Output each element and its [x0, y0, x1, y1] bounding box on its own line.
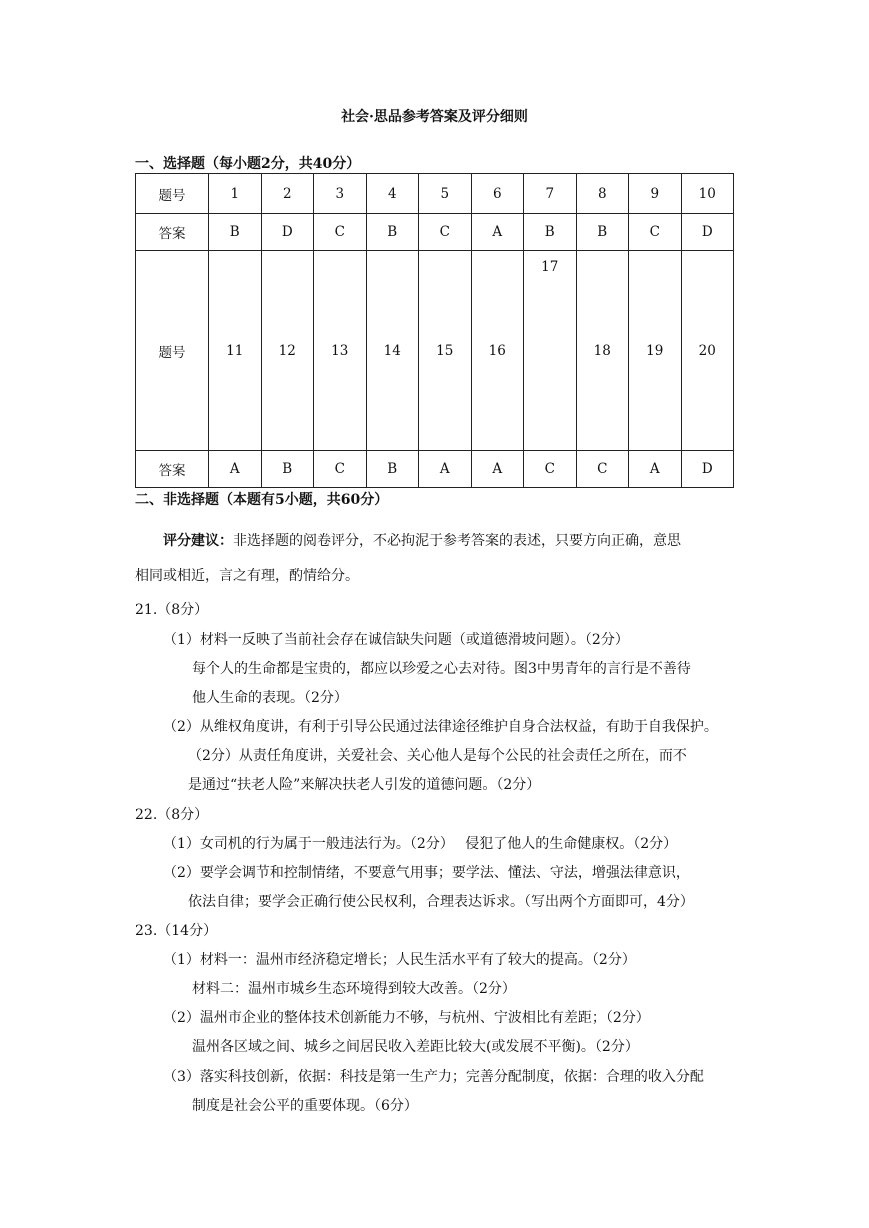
section1-heading: 一、选择题（每小题2分，共40分）	[135, 156, 361, 172]
answer-cell: D	[681, 214, 734, 251]
answer-cell: C	[576, 451, 629, 488]
answer-cell: B	[576, 214, 629, 251]
q23-line: 制度是社会公平的重要体现。（6分）	[192, 1098, 418, 1114]
scoring-advice-text: 非选择题的阅卷评分，不必拘泥于参考答案的表述，只要方向正确，意思	[233, 533, 681, 549]
row-label-answer: 答案	[136, 451, 209, 488]
scoring-advice-label: 评分建议：	[163, 533, 233, 549]
question-number: 5	[419, 174, 472, 214]
q22-line: 依法自律；要学会正确行使公民权利，合理表达诉求。（写出两个方面即可，4分）	[188, 894, 694, 910]
table-row	[136, 174, 734, 214]
answer-cell: B	[366, 214, 419, 251]
table-row	[136, 214, 734, 251]
question-number: 13	[314, 251, 367, 451]
question-number: 20	[681, 251, 734, 451]
q21-line: （2）从维权角度讲，有利于引导公民通过法律途径维护自身合法权益，有助于自我保护。	[163, 719, 718, 735]
question-number: 7	[524, 174, 577, 214]
question-number: 12	[261, 251, 314, 451]
question-number: 4	[366, 174, 419, 214]
q22-line: （2）要学会调节和控制情绪，不要意气用事；要学法、懂法、守法，增强法律意识，	[163, 865, 690, 881]
q23-line: （1）材料一：温州市经济稳定增长；人民生活水平有了较大的提高。（2分）	[163, 952, 636, 968]
answer-cell: A	[471, 451, 524, 488]
q22-line: （1）女司机的行为属于一般违法行为。（2分） 侵犯了他人的生命健康权。（2分）	[163, 836, 678, 852]
answer-cell: A	[209, 451, 262, 488]
answer-cell: C	[524, 451, 577, 488]
question-number: 18	[576, 251, 629, 451]
question-number: 11	[209, 251, 262, 451]
q21-line: （2分）从责任角度讲，关爱社会、关心他人是每个公民的社会责任之所在，而不	[188, 748, 687, 764]
row-label-number: 题号	[136, 251, 209, 451]
answer-cell: C	[419, 214, 472, 251]
answer-cell: A	[471, 214, 524, 251]
table-row	[136, 451, 734, 488]
section2-heading: 二、非选择题（本题有5小题，共60分）	[135, 492, 389, 508]
question-number: 10	[681, 174, 734, 214]
question-number: 8	[576, 174, 629, 214]
q22-heading: 22.（8分）	[135, 807, 209, 823]
question-number: 3	[314, 174, 367, 214]
answer-cell: B	[524, 214, 577, 251]
q21-line: 他人生命的表现。（2分）	[192, 690, 348, 706]
question-number: 19	[629, 251, 682, 451]
q23-heading: 23.（14分）	[135, 923, 218, 939]
answer-cell: A	[629, 451, 682, 488]
question-number: 1	[209, 174, 262, 214]
q23-line: （3）落实科技创新，依据：科技是第一生产力；完善分配制度，依据：合理的收入分配	[163, 1069, 704, 1085]
question-number: 14	[366, 251, 419, 451]
scoring-advice	[163, 530, 681, 550]
answer-cell: B	[209, 214, 262, 251]
row-label-answer: 答案	[136, 214, 209, 251]
answer-cell: C	[314, 214, 367, 251]
answer-table	[135, 173, 734, 488]
question-number: 17	[524, 251, 577, 451]
q21-line: 是通过“扶老人险”来解决扶老人引发的道德问题。（2分）	[188, 777, 541, 793]
q23-line: 温州各区域之间、城乡之间居民收入差距比较大(或发展不平衡)。（2分）	[192, 1039, 639, 1055]
answer-cell: D	[681, 451, 734, 488]
row-label-number: 题号	[136, 174, 209, 214]
answer-cell: B	[366, 451, 419, 488]
question-number: 15	[419, 251, 472, 451]
q23-line: 材料二：温州市城乡生态环境得到较大改善。（2分）	[192, 981, 516, 997]
answer-cell: C	[629, 214, 682, 251]
q23-line: （2）温州市企业的整体技术创新能力不够，与杭州、宁波相比有差距；（2分）	[163, 1010, 650, 1026]
question-number: 16	[471, 251, 524, 451]
answer-cell: D	[261, 214, 314, 251]
answer-cell: A	[419, 451, 472, 488]
question-number: 9	[629, 174, 682, 214]
table-row	[136, 251, 734, 451]
page-title: 社会·思品参考答案及评分细则	[341, 109, 528, 125]
q21-heading: 21.（8分）	[135, 602, 209, 618]
answer-cell: C	[314, 451, 367, 488]
q21-line: （1）材料一反映了当前社会存在诚信缺失问题（或道德滑坡问题）。（2分）	[163, 632, 629, 648]
question-number: 2	[261, 174, 314, 214]
question-number: 6	[471, 174, 524, 214]
scoring-advice-continued: 相同或相近，言之有理，酌情给分。	[135, 568, 359, 584]
answer-cell: B	[261, 451, 314, 488]
q21-line: 每个人的生命都是宝贵的，都应以珍爱之心去对待。图3中男青年的言行是不善待	[192, 661, 691, 677]
